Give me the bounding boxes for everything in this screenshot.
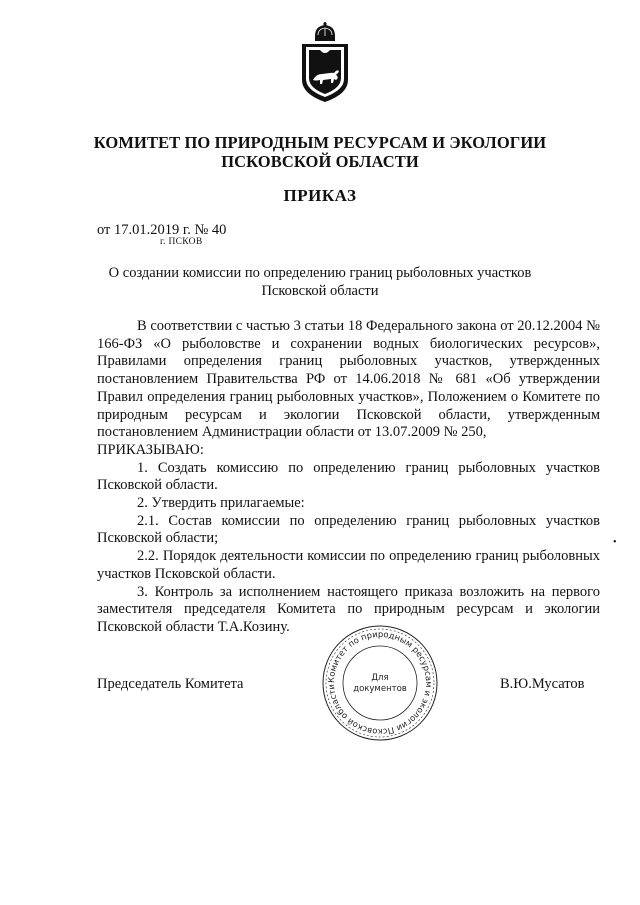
order-subject: [0, 264, 640, 300]
order-item-1: 1. Создать комиссию по определению границ рыболовных участков Псковской области.: [97, 459, 600, 494]
signatory-name: В.Ю.Мусатов: [500, 676, 585, 692]
order-item-3: 3. Контроль за исполнением настоящего приказа возложить на первого заместителя председателя Комитета по природным ресурсам и экологии Псковской области Т.А.Козину.: [97, 583, 600, 635]
order-item-2: 2. Утвердить прилагаемые:: [137, 495, 305, 512]
order-item-2-2: 2.2. Порядок деятельности комиссии по определению границ рыболовных участков Псковской области.: [97, 548, 600, 582]
order-city: г. ПСКОВ: [160, 237, 203, 247]
order-subject-line1: О создании комиссии по определению границ рыболовных участков: [108, 265, 532, 281]
scan-mark: •: [613, 537, 617, 548]
stamp-center-line2: документов: [353, 684, 407, 694]
coat-of-arms-emblem: [296, 22, 354, 104]
organization-name-line2: ПСКОВСКОЙ ОБЛАСТИ: [221, 152, 419, 171]
organization-name: [0, 133, 640, 171]
order-body: [97, 318, 600, 637]
stamp-ring-text: Комитет по природным ресурсам и экологии Псковской области: [325, 628, 435, 738]
signatory-position: Председатель Комитета: [97, 676, 244, 692]
order-subject-line2: Псковской области: [261, 283, 379, 299]
organization-name-line1: КОМИТЕТ ПО ПРИРОДНЫМ РЕСУРСАМ И ЭКОЛОГИИ: [93, 133, 547, 152]
order-word: ПРИКАЗЫВАЮ:: [97, 441, 204, 458]
official-stamp: [320, 623, 440, 743]
preamble-paragraph: В соответствии с частью 3 статьи 18 Федерального закона от 20.12.2004 № 166-ФЗ «О рыболовстве и сохранении водных биологических ресурсов», Правилами определения границ рыболовных участков, утвержденных постановлением Правительства РФ от 14.06.2018 № 681 «Об утверждении Правил определения границ рыболовных участков», Положением о Комитете по природным ресурсам и экологии Псковской области, утвержденным постановлением Администрации области от 13.07.2009 № 250,: [97, 318, 600, 441]
order-date-number: от 17.01.2019 г. № 40: [97, 222, 227, 238]
document-type: ПРИКАЗ: [283, 186, 357, 205]
order-item-2-1: 2.1. Состав комиссии по определению границ рыболовных участков Псковской области;: [97, 512, 600, 547]
stamp-center-line1: Для: [371, 673, 389, 683]
